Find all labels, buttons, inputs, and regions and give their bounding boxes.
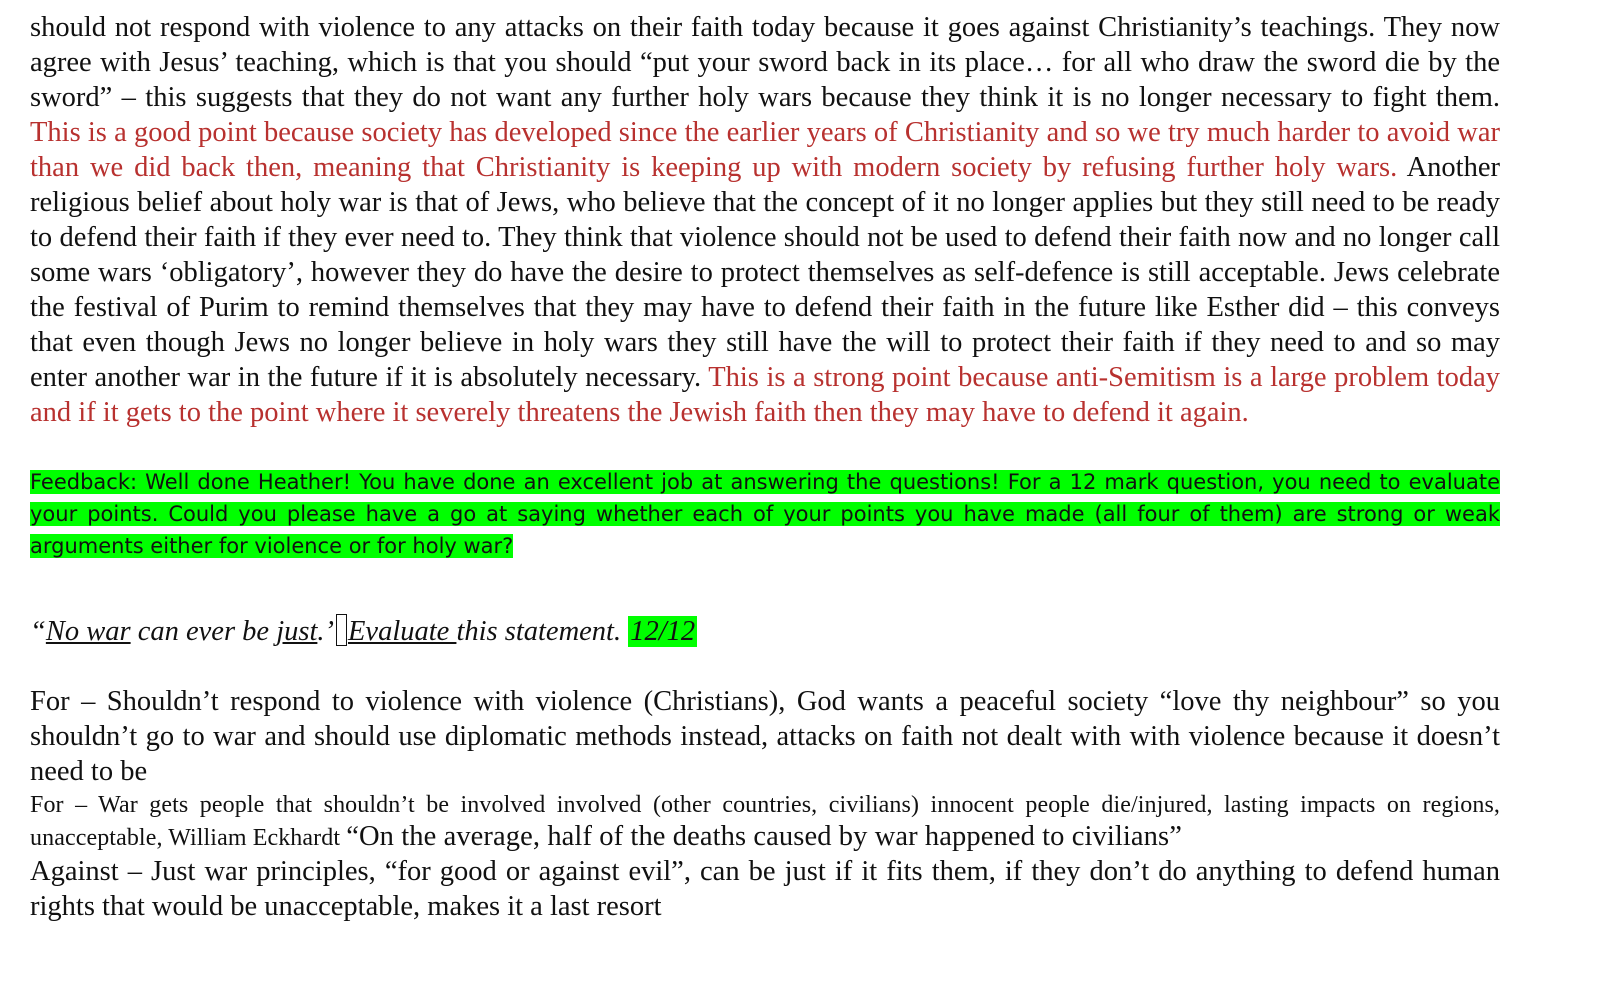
evaluation-comment-1: This is a good point because society has developed since the earlier years of Christianity and so we try much harder to avoid war than we did back then, meaning that Christianity is keeping up with modern society by refusing further holy wars. bbox=[30, 117, 1500, 183]
notes-section bbox=[30, 684, 1500, 924]
question-evaluate: Evaluate bbox=[348, 616, 457, 647]
question-no-war: No war bbox=[45, 616, 131, 647]
note-for-1: For – Shouldn’t respond to violence with violence (Christians), God wants a peaceful society “love thy neighbour” so you shouldn’t go to war and should use diplomatic methods instead, attacks on faith not dealt with with violence because it doesn’t need to be bbox=[30, 686, 1500, 787]
evaluation-comment-2: This is a strong point because anti-Semitism is a large problem today and if it gets to the point where it severely threatens the Jewish faith then they may have to defend it again. bbox=[30, 362, 1500, 428]
note-for-2 bbox=[30, 789, 1500, 854]
question-close-quote: .’ bbox=[317, 616, 335, 647]
document-page bbox=[30, 0, 1500, 924]
question-heading bbox=[30, 614, 1500, 650]
essay-paragraph bbox=[30, 10, 1500, 430]
question-can-ever-be: can ever be bbox=[130, 616, 277, 647]
teacher-feedback bbox=[30, 466, 1500, 562]
score-badge: 12/12 bbox=[630, 616, 696, 647]
question-open-quote: “ bbox=[30, 616, 46, 647]
feedback-highlight: Feedback: Well done Heather! You have done an excellent job at answering the questions! For a 12 mark question, you need to evaluate your points. Could you please have a go at saying whether each of your points you have made (all four of them) are strong or weak arguments either for violence or for holy war? bbox=[30, 470, 1500, 558]
essay-text-part1: should not respond with violence to any attacks on their faith today because it goes against Christianity’s teachings. They now agree with Jesus’ teaching, which is that you should “put your sword back in its place… for all who draw the sword die by the sword” – this suggests that they do not want any further holy wars because they think it is no longer necessary to fight them. bbox=[30, 12, 1500, 113]
note-for-2-quote: “On the average, half of the deaths caused by war happened to civilians” bbox=[346, 821, 1182, 852]
essay-text-part2: Another religious belief about holy war is that of Jews, who believe that the concept of it no longer applies but they still need to be ready to defend their faith if they ever need to. They think that violence should not be used to defend their faith now and no longer call some wars ‘obligatory’, however they do have the desire to protect themselves as self-defence is still acceptable. Jews celebrate the festival of Purim to remind themselves that they may have to defend their faith in the future like Esther did – this conveys that even though Jews no longer believe in holy wars they still have the will to protect their faith if they need to and so may enter another war in the future if it is absolutely necessary. bbox=[30, 152, 1500, 393]
missing-glyph-icon bbox=[336, 614, 347, 646]
question-just: just bbox=[276, 616, 318, 647]
question-statement: this statement. bbox=[456, 616, 629, 647]
note-against-1: Against – Just war principles, “for good or against evil”, can be just if it fits them, if they don’t do anything to defend human rights that would be unacceptable, makes it a last resort bbox=[30, 856, 1500, 922]
note-for-2-text: For – War gets people that shouldn’t be involved involved (other countries, civilians) innocent people die/injured, lasting impacts on regions, unacceptable, William Eckhardt bbox=[30, 792, 1500, 851]
